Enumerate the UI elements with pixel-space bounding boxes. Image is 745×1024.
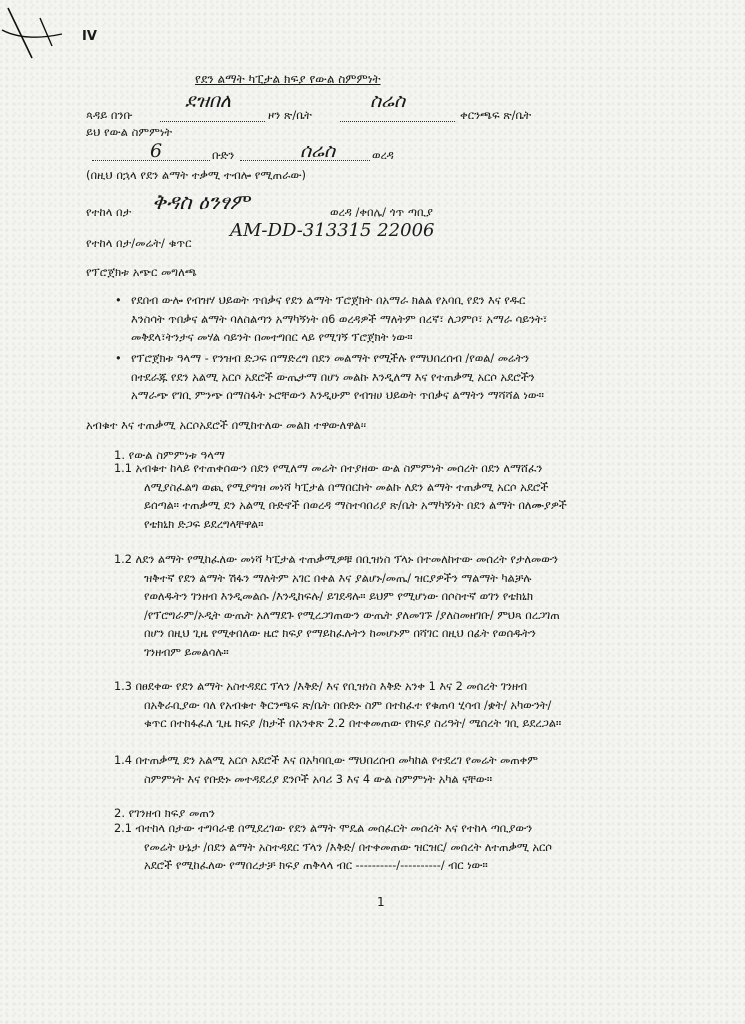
bullet-2 (131, 350, 544, 406)
section-2-heading: 2. የገንዘብ ክፍያ መጠን (114, 806, 215, 820)
clause-1-2-line: 1.2 ለደን ልማት የሚከፈለው መነሻ ካፒታል ተጠቃሚዎቹ በቢዝነስ ፕላኑ በተመለከተው መሰረት የታለመውን (114, 553, 558, 566)
clause-1-2-line: በሆን በዚህ ጊዜ የሚቀበለው ዜሮ ክፍያ የማይከፈሉትን ከመሆኑም በሻገር በዚህ በፊት የወሰዱትን (144, 627, 536, 640)
corner-stamp: IV (82, 29, 97, 44)
bullet-1 (131, 292, 547, 348)
land-number-value: AM-DD-313315 22006 (230, 220, 435, 241)
bullet-1-line-3: መቅደላ፣ትንታና መሃል ሳይንት በመተግበር ላይ የሚገኝ ፕሮጀክት ነው። (131, 331, 413, 344)
clause-1-2-line: ዝቅተኛ የደን ልማት ሽፋን ማለትም አገር በቀል እና ያልሆኑ/መጤ/ ዝርያዎችን ማልማት ካልቻሉ (144, 571, 532, 585)
clause-2-1-line: አደሮች የሚከፈለው የማበረታቻ ክፍያ ጠቅላላ ብር ----------/----------/ ብር ነው። (144, 859, 488, 872)
clause-1-1-line: ይሰጣል። ተጠቃሚ ደን አልሚ ቡድኖች በወረዳ ማስተባበሪያ ጽ/ቤት አማካኝነት በደን ልማት በለሙያዎች (144, 499, 567, 512)
clause-1-3-line: 1.3 በፀደቀው የደን ልማት አስተዳደር ፕላን /እቅድ/ እና የቢዝነስ እቅድ አንቀ 1 እና 2 መሰረት ገንዘብ (114, 680, 528, 693)
clause-1-2-line: የወለዱትን ገንዘብ እንዲመልሱ /እንዲከፍሉ/ ይገደዳሉ። ይህም የሚሆነው በሶስተኛ ወገን የቴክኒክ (144, 590, 533, 603)
region-label: ጳዳይ በንቡ (86, 108, 133, 122)
clause-1-1-line: ለሚያስፈልግ ወጪ የሚያግዝ መነሻ ካፒታል በማበርከት መልኩ ለደን ልማት ተጠቃሚ አርሶ አደሮች (144, 480, 549, 494)
group-dots (92, 160, 210, 161)
clause-1-4-line: 1.4 በተጠቃሚ ደን አልሚ አርሶ አደሮች እና በአካባቢው ማህበረሰብ መካከል የተደረገ የመሬት መጠቀም (114, 754, 538, 767)
agreement-intro: አብቁተ እና ተጠቃሚ አርሶአደሮች በሚከተለው መልክ ተዋውለዋል፡፡ (86, 418, 367, 432)
bullet-2-line-1: • የፕሮጀክቱ ዓላማ - የንዝብ ድጋፍ በማድረግ በደን መልማት የሚችሉ የማህበረሰብ /የወል/ መሬትን (131, 350, 544, 369)
bullet-1-line-2: እንስሳት ጥበቃና ልማት ባለስልጣን አማካኝነት በ6 ወረዳዎች ማለትም በረኛ፣ ለጋምቦ፣ አማራ ሳይንት፣ (131, 312, 548, 326)
region-dots (160, 121, 265, 122)
group-number: 6 (150, 140, 163, 162)
clause-1-1-line: የቴክኒክ ድጋፍ ይደረግላቸዋል። (144, 517, 264, 531)
group-label: ቡድን (212, 148, 235, 162)
land-number-label: የተከላ በታ/መሬት/ ቁጥር (86, 236, 192, 250)
beneficiary-note: (በዚህ በኋላ የደን ልማት ተቃሚ ተብሎ የሚጠራው) (86, 168, 307, 182)
zone-dots (340, 121, 455, 122)
clause-1-2-line: ገንዘብም ይመልሳሉ። (144, 645, 229, 659)
bullet-2-line-3: አማራጭ የገቢ ምንጭ በማስፋት ኑሮቸውን እንዲሁም የብዝሀ ህይወት ጥበቃና ልማትን ማሻሻል ነው። (131, 389, 544, 402)
clause-2-1 (114, 820, 552, 876)
branch-label: ቀርንጫፍ ጽ/ቤት (460, 108, 532, 122)
clause-1-2-line: /የፕሮግራም/ኦዲት ውጤት አለማደጉ የሚረጋገጠውን ውጤት ያለመገኙ /ያለስመዘገቡ/ ምህጻ በረጋገጠ (144, 608, 560, 622)
clause-1-3-line: በአቅራቢያው ባለ የአብቁተ ቅርንጫፍ ጽ/ቤት በቡድኑ ስም በተከፈተ የቁጠባ ሂሳብ /ቋት/ አካውንት/ (144, 698, 552, 712)
clause-1-4-line: ስምምነት እና የቡድኑ መተዳደሪያ ደንቦች አባሪ 3 እና 4 ውል ስምምነት አካል ናቸው። (144, 772, 493, 786)
site-location-label: ወረዳ /ቀበሌ/ ጎጥ ጣቢያ (330, 205, 433, 219)
clause-1-3-line: ቁጥር በተከፋፈለ ጊዜ ክፍያ /ከታች በአንቀጽ 2.2 በተቀመጠው የክፍያ ስሪዓት/ ሜሰረት ገቢ ይደረጋል። (144, 717, 562, 730)
zone-label: ዞን ጽ/ቤት (268, 108, 312, 122)
woreda-label: ወረዳ (372, 148, 394, 162)
region-value: ደዝበለ (185, 90, 232, 112)
clause-2-1-line: የመሬት ሁኔታ /በደን ልማት አስተዳደር ፕላን /እቅድ/ በተቀመጠው ዝርዝር/ መሰረት ለተጠቃሚ አርሶ (144, 840, 552, 854)
corner-pen-mark (0, 0, 120, 80)
site-value: ቅዳስ ዕንፃም (152, 190, 250, 214)
clause-1-4 (114, 752, 538, 789)
bullet-2-line-2: በተደራጁ የደን አልሚ አርሶ አደሮች ውጤታማ በሆነ መልኩ እንዲለማ እና የተጠቃሚ አርሶ አደሮችን (131, 370, 535, 384)
site-label: የተከላ በታ (86, 205, 132, 219)
zone-value: ስሬስ (370, 90, 406, 112)
project-summary-heading: የፕሮጀክቱ አጭር መግለጫ (86, 265, 197, 279)
clause-1-3 (114, 678, 561, 734)
bullet-1-line-1: • የደበብ ውሎ የብዝሃ ህይወት ጥበቃና የደን ልማት ፕሮጀክት በአማራ ክልል የአባቢ የደን እና የዱር (131, 292, 547, 311)
clause-1-1-line: 1.1 አብቁተ ከላይ የተጠቀሰውን በደን የሚለማ መሬት በተያዘው ውል ስምምነት መሰረት በደን ለማሸፈን (114, 462, 543, 475)
clause-1-2 (114, 551, 560, 662)
page-number: 1 (377, 895, 385, 909)
woreda-value: ሰሬስ (300, 140, 336, 162)
clause-1-1 (114, 460, 567, 534)
section-1-heading: 1. የውል ስምምነቱ ዓላማ (114, 448, 225, 462)
woreda-dots (240, 160, 370, 161)
clause-2-1-line: 2.1 ብተከላ በታው ተግባራዊ በሚደረገው የደን ልማት ሞዴል መሰፈርት መሰረት እና የተከላ ጣቢያውን (114, 822, 533, 835)
document-title: የደን ልማት ካፒታል ክፍያ የውል ስምምነት (195, 72, 381, 86)
agreement-label: ይህ የውል ስምምነት (86, 125, 173, 139)
